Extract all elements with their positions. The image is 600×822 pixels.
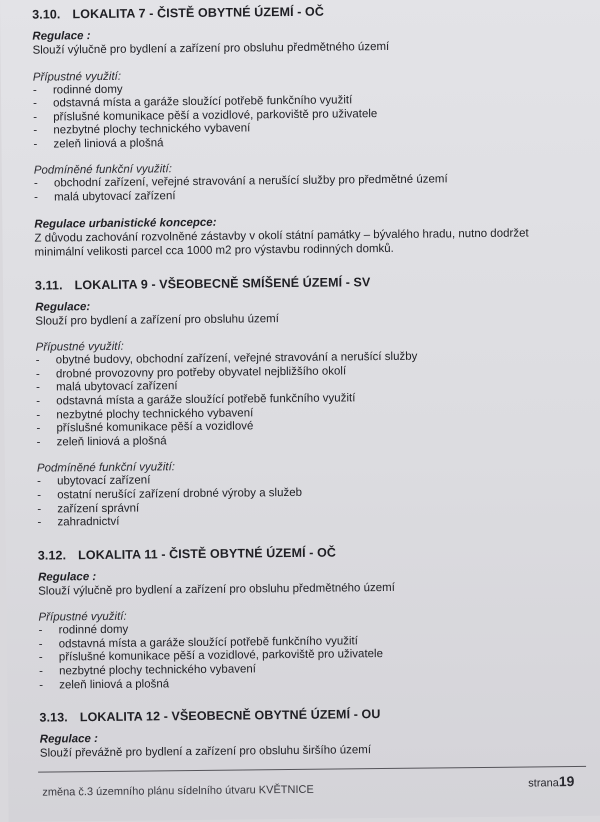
footer-page-number [528, 773, 574, 789]
list-item: - obchodní zařízení, veřejné stravování a nerušící služby pro předmětné území [34, 172, 582, 191]
regulace-text: Slouží převážně pro bydlení a zařízení pro obsluhu širšího území [39, 744, 372, 760]
list-item: - nezbytné plochy technického vybavení [39, 660, 587, 679]
list-item: - zahradnictví [37, 511, 585, 530]
podminene-label: Podmíněné funkční využití: [36, 461, 176, 475]
urban-text: Z důvodu zachování rozvolněné zástavby v okolí státní památky – bývalého hradu, nutno dodržet minimální velikosti parcel cca 1000 m2 pro výstavbu rodinných domků. [34, 227, 529, 259]
pripustne-list [39, 619, 588, 693]
regulace-label: Regulace : [32, 30, 91, 43]
list-item: - obytné budovy, obchodní zařízení, veřejné stravování a nerušící služby [36, 349, 584, 368]
pripustne-label: Přípustné využití: [35, 340, 124, 354]
list-item: - ostatní nerušící zařízení drobné výroby a služeb [37, 484, 585, 503]
regulace-label: Regulace : [39, 733, 98, 746]
list-item: - zeleň liniová a plošná [37, 431, 585, 450]
list-item: - zařízení správní [37, 497, 585, 516]
section-number: 3.12. [37, 548, 67, 563]
section-title-text: LOKALITA 12 - VŠEOBECNĚ OBYTNÉ ÚZEMÍ - OU [79, 707, 381, 725]
section-title-text: LOKALITA 7 - ČISTĚ OBYTNÉ ÚZEMÍ - OČ [72, 4, 325, 22]
page-number: 19 [558, 773, 575, 790]
podminene-list [34, 172, 582, 205]
regulace-label: Regulace : [37, 570, 97, 584]
list-item: - nezbytné plochy technického vybavení [33, 119, 581, 138]
footer-document-title: změna č.3 územního plánu sídelního útvaru KVĚTNICE [42, 783, 314, 799]
pripustne-list [36, 349, 585, 450]
regulace-text: Slouží pro bydlení a zařízení pro obsluhu území [35, 312, 279, 328]
podminene-label: Podmíněné funkční využití: [33, 163, 172, 178]
list-item: - zeleň liniová a plošná [33, 133, 581, 152]
footer-divider [38, 766, 586, 773]
page-label: strana [528, 777, 559, 790]
urban-label: Regulace urbanistické koncepce: [34, 216, 217, 231]
list-item: - rodinné domy [39, 619, 587, 638]
section-number: 3.13. [39, 710, 68, 725]
list-item: - odstavná místa a garáže sloužící potřebě funkčního využití [33, 92, 581, 111]
section-3-12 [38, 543, 587, 693]
list-item: - zeleň liniová a plošná [39, 673, 587, 692]
podminene-list [37, 470, 586, 530]
document-content [32, 2, 588, 761]
pripustne-label: Přípustné využití: [32, 70, 122, 84]
section-3-11 [35, 273, 586, 531]
list-item: - malá ubytovací zařízení [34, 186, 582, 205]
list-item: - odstavná místa a garáže sloužící potřebě funkčního využití [39, 633, 587, 652]
list-item: - odstavná místa a garáže sloužící potřebě funkčního využití [36, 390, 584, 409]
list-item: - drobné provozovny pro potřeby obyvatel nejbližšího okolí [36, 363, 584, 382]
regulace-label: Regulace: [35, 300, 91, 314]
list-item: - malá ubytovací zařízení [36, 376, 584, 395]
section-title-text: LOKALITA 11 - ČISTĚ OBYTNÉ ÚZEMÍ - OČ [78, 545, 337, 562]
list-item: - rodinné domy [33, 78, 581, 97]
regulace-text: Slouží výlučně pro bydlení a zařízení pro obsluhu předmětného území [38, 581, 395, 598]
pripustne-label: Přípustné využití: [38, 610, 127, 624]
section-3-10 [32, 2, 583, 260]
pripustne-list [33, 78, 582, 152]
list-item: - nezbytné plochy technického vybavení [36, 403, 584, 422]
section-3-13 [39, 705, 587, 761]
section-number: 3.11. [34, 278, 63, 293]
section-title-text: LOKALITA 9 - VŠEOBECNĚ SMÍŠENÉ ÚZEMÍ - SV [74, 274, 371, 292]
list-item: - příslušné komunikace pěší a vozidlové, parkoviště pro uživatele [33, 106, 581, 125]
section-number: 3.10. [32, 7, 61, 22]
list-item: - ubytovací zařízení [37, 470, 585, 489]
regulace-text: Slouží výlučně pro bydlení a zařízení pro obsluhu předmětného území [32, 40, 390, 57]
list-item: - příslušné komunikace pěší a vozidlové, parkoviště pro uživatele [39, 646, 587, 665]
section-heading [32, 2, 580, 22]
list-item: - příslušné komunikace pěší a vozidlové [36, 417, 584, 436]
